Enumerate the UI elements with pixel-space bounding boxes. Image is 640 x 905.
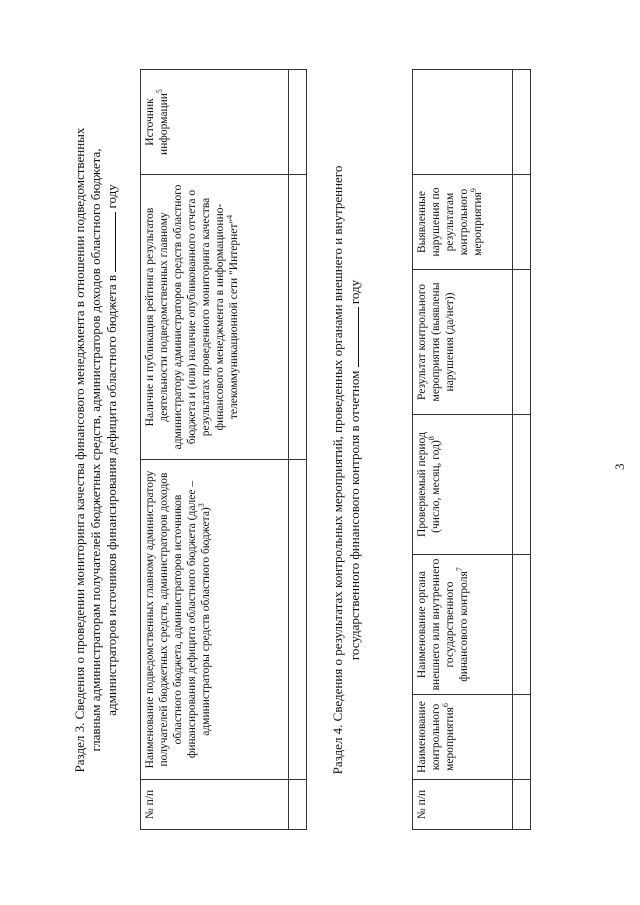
section3-title-line3 — [103, 70, 120, 830]
section3-title-line2: главным администраторам получателей бюджетных средств, администраторов доходов областного бюджета, — [87, 148, 103, 752]
table-cell — [513, 175, 531, 270]
table-header-row — [413, 70, 513, 830]
s4-col-violations: Выявленные нарушения по результатам контрольного мероприятия$^9$ — [413, 175, 513, 270]
section4-title-line1: Раздел 4. Сведения о результатах контрольных мероприятий, проведенных органами внешнего и внутреннего — [330, 165, 345, 775]
s4-col-control-body: Наименование органа внешнего или внутреннего государственного финансового контроля$^7$ — [413, 555, 513, 695]
section4-table — [412, 69, 531, 830]
section3-title — [72, 70, 120, 830]
table-row — [289, 70, 307, 830]
section3-title-line1: Раздел 3. Сведения о проведении мониторинга качества финансового менеджмента в отношении подведомственных — [72, 127, 87, 773]
s4-col-audit-period: Проверяемый период (число, месяц, год)$^8$ — [413, 415, 513, 555]
section3-title-line3-a: администраторов источников финансирования дефицита областного бюджета в — [104, 275, 119, 716]
section4-title-line2 — [346, 120, 363, 820]
section3-table — [140, 69, 307, 830]
section4-title-line2-a: государственного финансового контроля в отчетном — [346, 370, 362, 661]
s3-col-subordinate-name: Наименование подведомственных главному администратору получателей бюджетных средств, администраторов доходов областного бюджета, администраторов источников финансирования дефицита областного бюджета (далее – администраторы средств областного бюджета)$^3$ — [141, 460, 289, 780]
table-cell — [289, 175, 307, 460]
section4-title — [330, 120, 362, 820]
table-cell — [513, 270, 531, 415]
s4-col-event-name: Наименование контрольного мероприятия$^6$ — [413, 695, 513, 780]
table-cell — [513, 555, 531, 695]
table-cell — [513, 695, 531, 780]
s3-col-number: № п/п — [141, 780, 289, 830]
table-cell — [513, 70, 531, 175]
page-number: 3 — [612, 463, 627, 470]
s4-col-result: Результат контрольного мероприятия (выявлены нарушения (да/нет)) — [413, 270, 513, 415]
table-cell — [289, 70, 307, 175]
s4-col-empty — [413, 70, 513, 175]
section3-title-line3-b: году — [104, 184, 119, 209]
s3-col-rating-publication: Наличие и публикация рейтинга результатов деятельности подведомственных главному администратору администраторов средств областного бюджета и (или) наличие опубликованного отчета о результатах проведенного мониторинга качества финансового менеджмента в информационно-телекоммуникационной сети "Интернет"$^4$ — [141, 175, 289, 460]
year-blank — [346, 307, 359, 367]
table-cell — [513, 415, 531, 555]
table-header-row — [141, 70, 289, 830]
s3-col-info-source: Источник информации$^5$ — [141, 70, 289, 175]
s4-col-number: № п/п — [413, 780, 513, 830]
table-row — [513, 70, 531, 830]
table-cell — [289, 780, 307, 830]
table-cell — [289, 460, 307, 780]
year-blank — [103, 212, 116, 272]
section4-title-line2-b: году — [346, 279, 362, 305]
table-cell — [513, 780, 531, 830]
